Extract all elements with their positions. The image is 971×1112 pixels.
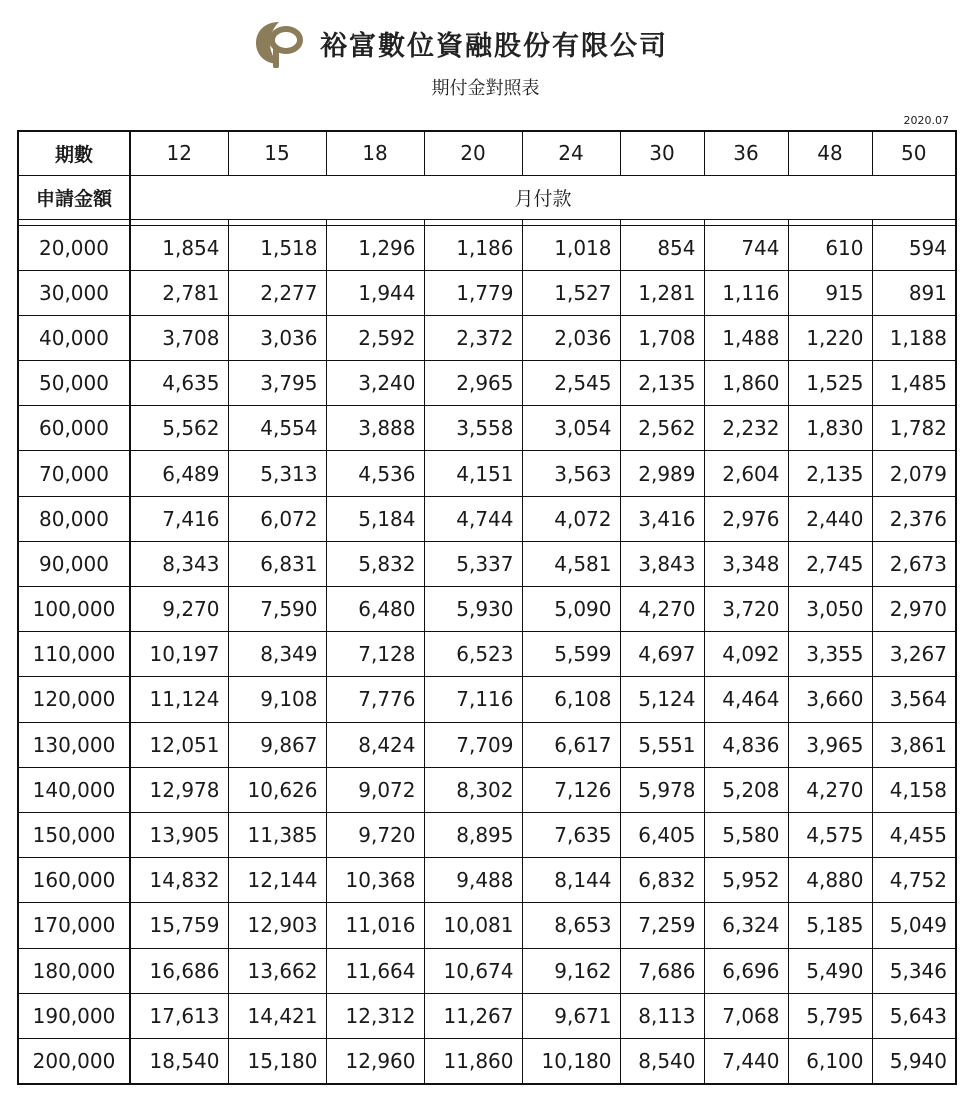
monthly-payment-cell: 6,405	[620, 812, 704, 857]
monthly-payment-cell: 3,348	[704, 541, 788, 586]
monthly-payment-cell: 2,781	[130, 270, 228, 315]
term-corner-label: 期數	[18, 131, 130, 175]
monthly-payment-cell: 9,671	[522, 993, 620, 1038]
monthly-payment-cell: 2,440	[788, 496, 872, 541]
monthly-payment-cell: 915	[788, 270, 872, 315]
monthly-payment-cell: 6,832	[620, 858, 704, 903]
table-row	[18, 541, 956, 586]
monthly-payment-cell: 6,072	[228, 496, 326, 541]
monthly-payment-cell: 8,113	[620, 993, 704, 1038]
company-name: 裕富數位資融股份有限公司	[320, 30, 668, 62]
table-row	[18, 451, 956, 496]
monthly-payment-cell: 9,867	[228, 722, 326, 767]
payment-table	[17, 130, 957, 1085]
monthly-payment-cell: 3,050	[788, 587, 872, 632]
monthly-payment-cell: 12,903	[228, 903, 326, 948]
monthly-payment-cell: 11,267	[424, 993, 522, 1038]
loan-amount-cell: 120,000	[18, 677, 130, 722]
monthly-payment-cell: 854	[620, 225, 704, 270]
loan-amount-cell: 40,000	[18, 315, 130, 360]
monthly-payment-cell: 3,795	[228, 361, 326, 406]
monthly-payment-cell: 8,540	[620, 1038, 704, 1083]
monthly-payment-cell: 5,832	[326, 541, 424, 586]
table-row	[18, 903, 956, 948]
monthly-payment-cell: 5,795	[788, 993, 872, 1038]
monthly-payment-cell: 2,372	[424, 315, 522, 360]
table-row	[18, 722, 956, 767]
monthly-payment-cell: 12,960	[326, 1038, 424, 1083]
loan-amount-cell: 100,000	[18, 587, 130, 632]
monthly-payment-cell: 1,708	[620, 315, 704, 360]
monthly-payment-cell: 4,575	[788, 812, 872, 857]
monthly-payment-cell: 6,617	[522, 722, 620, 767]
monthly-payment-cell: 11,016	[326, 903, 424, 948]
term-header: 48	[788, 131, 872, 175]
table-row	[18, 632, 956, 677]
monthly-payment-cell: 3,720	[704, 587, 788, 632]
loan-amount-cell: 180,000	[18, 948, 130, 993]
monthly-payment-cell: 3,355	[788, 632, 872, 677]
term-header: 50	[872, 131, 956, 175]
company-logo-icon	[252, 18, 306, 68]
monthly-payment-cell: 610	[788, 225, 872, 270]
monthly-payment-cell: 1,188	[872, 315, 956, 360]
monthly-payment-cell: 5,599	[522, 632, 620, 677]
monthly-payment-cell: 3,708	[130, 315, 228, 360]
monthly-payment-cell: 2,976	[704, 496, 788, 541]
monthly-payment-cell: 4,697	[620, 632, 704, 677]
monthly-payment-cell: 3,843	[620, 541, 704, 586]
monthly-payment-cell: 6,831	[228, 541, 326, 586]
monthly-payment-cell: 7,686	[620, 948, 704, 993]
monthly-payment-cell: 9,162	[522, 948, 620, 993]
loan-amount-cell: 80,000	[18, 496, 130, 541]
monthly-payment-cell: 4,744	[424, 496, 522, 541]
monthly-payment-cell: 4,455	[872, 812, 956, 857]
document-header	[0, 0, 971, 130]
monthly-payment-cell: 7,128	[326, 632, 424, 677]
monthly-payment-cell: 3,965	[788, 722, 872, 767]
monthly-payment-cell: 8,343	[130, 541, 228, 586]
monthly-payment-cell: 5,490	[788, 948, 872, 993]
monthly-payment-cell: 5,049	[872, 903, 956, 948]
loan-amount-cell: 50,000	[18, 361, 130, 406]
monthly-payment-cell: 6,480	[326, 587, 424, 632]
monthly-payment-cell: 3,660	[788, 677, 872, 722]
table-row	[18, 406, 956, 451]
brand	[252, 18, 668, 68]
monthly-payment-cell: 5,313	[228, 451, 326, 496]
monthly-payment-cell: 9,270	[130, 587, 228, 632]
monthly-payment-cell: 9,720	[326, 812, 424, 857]
monthly-payment-cell: 5,930	[424, 587, 522, 632]
monthly-payment-cell: 8,653	[522, 903, 620, 948]
monthly-payment-cell: 2,970	[872, 587, 956, 632]
monthly-payment-cell: 2,079	[872, 451, 956, 496]
monthly-payment-cell: 5,346	[872, 948, 956, 993]
table-row	[18, 315, 956, 360]
monthly-payment-cell: 9,108	[228, 677, 326, 722]
monthly-payment-cell: 1,186	[424, 225, 522, 270]
table-row	[18, 496, 956, 541]
monthly-payment-cell: 5,978	[620, 767, 704, 812]
monthly-payment-cell: 8,895	[424, 812, 522, 857]
table-row	[18, 587, 956, 632]
monthly-payment-cell: 2,745	[788, 541, 872, 586]
monthly-payment-cell: 7,068	[704, 993, 788, 1038]
monthly-payment-cell: 891	[872, 270, 956, 315]
monthly-payment-label: 月付款	[130, 175, 956, 219]
monthly-payment-cell: 4,752	[872, 858, 956, 903]
monthly-payment-cell: 9,488	[424, 858, 522, 903]
term-header: 24	[522, 131, 620, 175]
loan-amount-cell: 160,000	[18, 858, 130, 903]
monthly-payment-cell: 15,180	[228, 1038, 326, 1083]
monthly-payment-cell: 12,144	[228, 858, 326, 903]
monthly-payment-cell: 3,267	[872, 632, 956, 677]
monthly-payment-cell: 2,545	[522, 361, 620, 406]
loan-amount-cell: 140,000	[18, 767, 130, 812]
table-row	[18, 225, 956, 270]
table-row	[18, 677, 956, 722]
monthly-payment-cell: 3,563	[522, 451, 620, 496]
monthly-payment-cell: 1,527	[522, 270, 620, 315]
document-title: 期付金對照表	[431, 78, 540, 99]
monthly-payment-cell: 11,860	[424, 1038, 522, 1083]
monthly-payment-cell: 4,536	[326, 451, 424, 496]
monthly-payment-cell: 7,776	[326, 677, 424, 722]
monthly-payment-cell: 5,643	[872, 993, 956, 1038]
loan-amount-cell: 30,000	[18, 270, 130, 315]
monthly-payment-cell: 10,081	[424, 903, 522, 948]
monthly-payment-cell: 2,036	[522, 315, 620, 360]
monthly-payment-cell: 7,635	[522, 812, 620, 857]
monthly-payment-cell: 1,296	[326, 225, 424, 270]
term-header: 18	[326, 131, 424, 175]
monthly-payment-cell: 11,664	[326, 948, 424, 993]
monthly-payment-cell: 1,018	[522, 225, 620, 270]
monthly-payment-cell: 4,158	[872, 767, 956, 812]
monthly-payment-cell: 4,635	[130, 361, 228, 406]
monthly-payment-cell: 1,782	[872, 406, 956, 451]
amount-column-label: 申請金額	[18, 175, 130, 219]
monthly-payment-cell: 12,312	[326, 993, 424, 1038]
term-header: 20	[424, 131, 522, 175]
payment-rows	[18, 225, 956, 1084]
loan-amount-cell: 200,000	[18, 1038, 130, 1083]
monthly-payment-cell: 5,952	[704, 858, 788, 903]
table-row	[18, 270, 956, 315]
monthly-payment-cell: 5,090	[522, 587, 620, 632]
monthly-payment-cell: 1,485	[872, 361, 956, 406]
monthly-payment-cell: 7,259	[620, 903, 704, 948]
monthly-payment-cell: 594	[872, 225, 956, 270]
table-row	[18, 767, 956, 812]
monthly-payment-cell: 10,180	[522, 1038, 620, 1083]
monthly-payment-cell: 14,421	[228, 993, 326, 1038]
monthly-payment-cell: 11,385	[228, 812, 326, 857]
monthly-payment-cell: 1,518	[228, 225, 326, 270]
document-date: 2020.07	[903, 114, 949, 127]
loan-amount-cell: 190,000	[18, 993, 130, 1038]
monthly-payment-cell: 11,124	[130, 677, 228, 722]
term-header-row	[18, 131, 956, 175]
monthly-payment-cell: 1,944	[326, 270, 424, 315]
monthly-payment-cell: 2,989	[620, 451, 704, 496]
term-header: 12	[130, 131, 228, 175]
monthly-payment-cell: 2,376	[872, 496, 956, 541]
monthly-payment-cell: 3,558	[424, 406, 522, 451]
monthly-payment-cell: 6,100	[788, 1038, 872, 1083]
monthly-payment-cell: 1,854	[130, 225, 228, 270]
monthly-payment-cell: 6,523	[424, 632, 522, 677]
term-header: 36	[704, 131, 788, 175]
monthly-payment-cell: 4,581	[522, 541, 620, 586]
monthly-payment-cell: 2,135	[788, 451, 872, 496]
monthly-payment-cell: 2,965	[424, 361, 522, 406]
monthly-payment-cell: 3,054	[522, 406, 620, 451]
monthly-payment-cell: 16,686	[130, 948, 228, 993]
monthly-payment-cell: 10,674	[424, 948, 522, 993]
monthly-payment-cell: 5,580	[704, 812, 788, 857]
monthly-payment-cell: 4,836	[704, 722, 788, 767]
loan-amount-cell: 110,000	[18, 632, 130, 677]
monthly-payment-cell: 15,759	[130, 903, 228, 948]
table-row	[18, 858, 956, 903]
monthly-payment-cell: 3,861	[872, 722, 956, 767]
monthly-payment-cell: 8,424	[326, 722, 424, 767]
loan-amount-cell: 90,000	[18, 541, 130, 586]
term-header: 30	[620, 131, 704, 175]
monthly-payment-cell: 5,185	[788, 903, 872, 948]
loan-amount-cell: 20,000	[18, 225, 130, 270]
monthly-payment-cell: 4,270	[620, 587, 704, 632]
monthly-payment-cell: 2,673	[872, 541, 956, 586]
amount-header-row	[18, 175, 956, 219]
monthly-payment-cell: 7,416	[130, 496, 228, 541]
monthly-payment-cell: 7,126	[522, 767, 620, 812]
monthly-payment-cell: 1,488	[704, 315, 788, 360]
monthly-payment-cell: 3,416	[620, 496, 704, 541]
monthly-payment-cell: 4,270	[788, 767, 872, 812]
monthly-payment-cell: 14,832	[130, 858, 228, 903]
monthly-payment-cell: 8,302	[424, 767, 522, 812]
monthly-payment-cell: 2,562	[620, 406, 704, 451]
monthly-payment-cell: 1,281	[620, 270, 704, 315]
monthly-payment-cell: 1,779	[424, 270, 522, 315]
loan-amount-cell: 150,000	[18, 812, 130, 857]
loan-amount-cell: 60,000	[18, 406, 130, 451]
monthly-payment-cell: 4,151	[424, 451, 522, 496]
monthly-payment-cell: 17,613	[130, 993, 228, 1038]
monthly-payment-cell: 744	[704, 225, 788, 270]
monthly-payment-cell: 2,592	[326, 315, 424, 360]
monthly-payment-cell: 7,116	[424, 677, 522, 722]
table-row	[18, 812, 956, 857]
monthly-payment-cell: 4,092	[704, 632, 788, 677]
monthly-payment-cell: 3,036	[228, 315, 326, 360]
monthly-payment-cell: 6,489	[130, 451, 228, 496]
monthly-payment-cell: 8,349	[228, 632, 326, 677]
monthly-payment-cell: 5,184	[326, 496, 424, 541]
monthly-payment-cell: 18,540	[130, 1038, 228, 1083]
table-row	[18, 948, 956, 993]
monthly-payment-cell: 12,978	[130, 767, 228, 812]
monthly-payment-cell: 4,880	[788, 858, 872, 903]
monthly-payment-cell: 8,144	[522, 858, 620, 903]
monthly-payment-cell: 10,626	[228, 767, 326, 812]
term-header: 15	[228, 131, 326, 175]
monthly-payment-cell: 1,525	[788, 361, 872, 406]
monthly-payment-cell: 13,905	[130, 812, 228, 857]
monthly-payment-cell: 4,072	[522, 496, 620, 541]
loan-amount-cell: 170,000	[18, 903, 130, 948]
monthly-payment-cell: 2,604	[704, 451, 788, 496]
monthly-payment-cell: 5,124	[620, 677, 704, 722]
monthly-payment-cell: 5,208	[704, 767, 788, 812]
monthly-payment-cell: 5,562	[130, 406, 228, 451]
monthly-payment-cell: 1,220	[788, 315, 872, 360]
monthly-payment-cell: 3,564	[872, 677, 956, 722]
table-row	[18, 993, 956, 1038]
table-row	[18, 361, 956, 406]
monthly-payment-cell: 1,116	[704, 270, 788, 315]
monthly-payment-cell: 6,696	[704, 948, 788, 993]
monthly-payment-cell: 5,337	[424, 541, 522, 586]
monthly-payment-cell: 4,464	[704, 677, 788, 722]
monthly-payment-cell: 3,888	[326, 406, 424, 451]
monthly-payment-cell: 7,440	[704, 1038, 788, 1083]
monthly-payment-cell: 5,551	[620, 722, 704, 767]
monthly-payment-cell: 13,662	[228, 948, 326, 993]
monthly-payment-cell: 10,197	[130, 632, 228, 677]
monthly-payment-cell: 12,051	[130, 722, 228, 767]
monthly-payment-cell: 6,108	[522, 677, 620, 722]
monthly-payment-cell: 3,240	[326, 361, 424, 406]
monthly-payment-cell: 7,709	[424, 722, 522, 767]
monthly-payment-cell: 10,368	[326, 858, 424, 903]
monthly-payment-cell: 6,324	[704, 903, 788, 948]
table-row	[18, 1038, 956, 1083]
monthly-payment-cell: 2,135	[620, 361, 704, 406]
loan-amount-cell: 130,000	[18, 722, 130, 767]
monthly-payment-cell: 2,232	[704, 406, 788, 451]
monthly-payment-cell: 1,830	[788, 406, 872, 451]
monthly-payment-cell: 1,860	[704, 361, 788, 406]
monthly-payment-cell: 4,554	[228, 406, 326, 451]
monthly-payment-cell: 2,277	[228, 270, 326, 315]
loan-amount-cell: 70,000	[18, 451, 130, 496]
monthly-payment-cell: 5,940	[872, 1038, 956, 1083]
monthly-payment-cell: 7,590	[228, 587, 326, 632]
monthly-payment-cell: 9,072	[326, 767, 424, 812]
